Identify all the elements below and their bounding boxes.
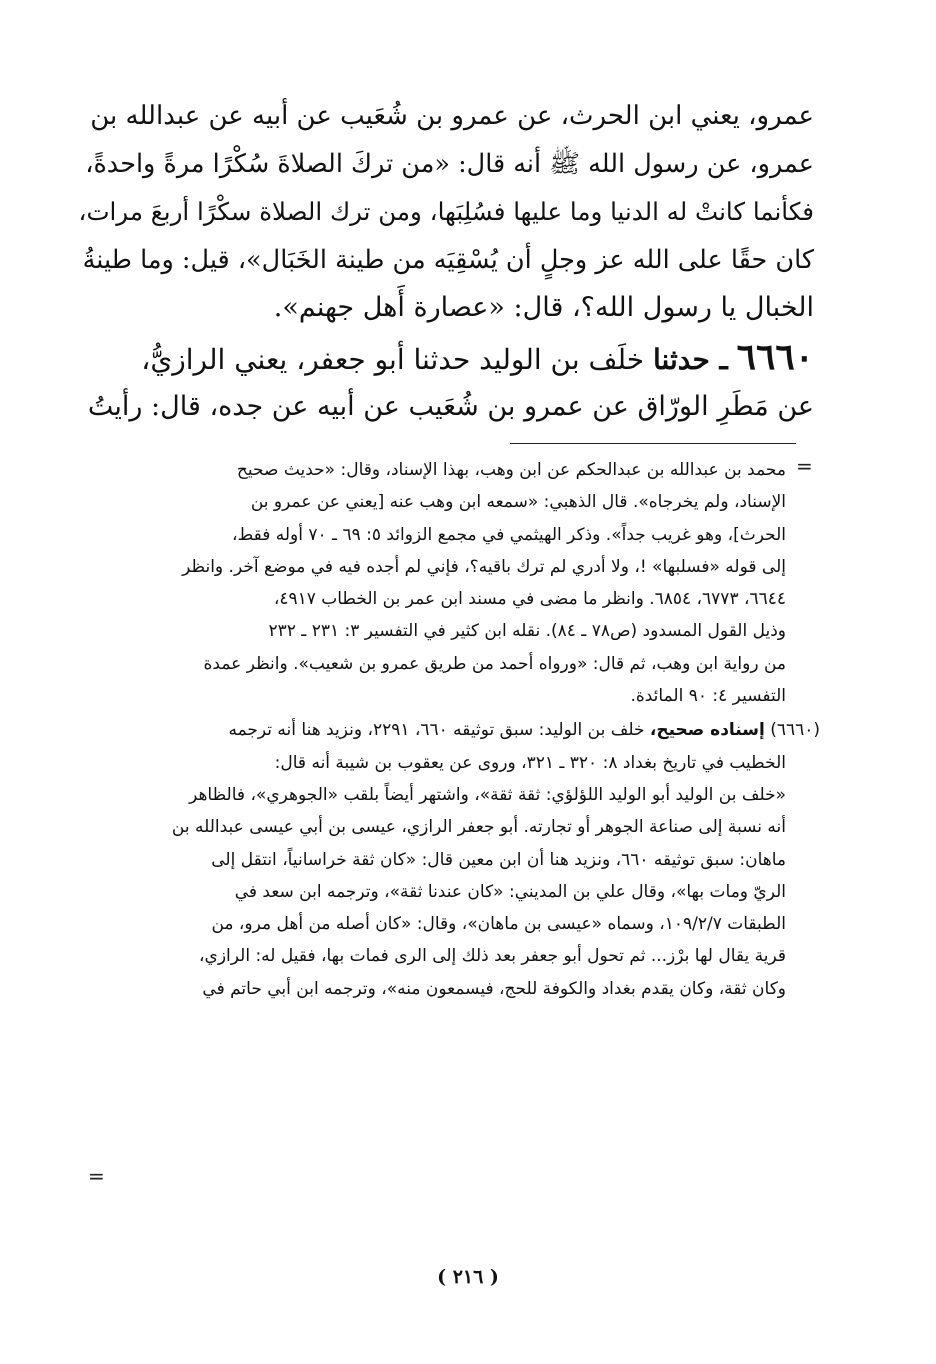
footnote-line: الطبقات ١٠٩/٢/٧، وسماه «عيسى بن ماهان»، وقال: «كان أصله من أهل مرو، من — [211, 914, 786, 935]
footnote-continued — [100, 454, 820, 712]
main-text-line: كان حقًا على الله عز وجلٍ أن يُسْقِيَه من طينة الخَبَال»، قيل: وما طينةُ — [82, 245, 814, 275]
footnote-line: وكان ثقة، وكان يقدم بغداد والكوفة للحج، فيسمعون منه»، وترجمه ابن أبي حاتم في — [202, 978, 786, 999]
continuation-mark-top: = — [796, 454, 813, 478]
footnote-line: أنه نسبة إلى صناعة الجوهر أو تجارته. أبو جعفر الرازي، عيسى بن أبي عيسى عبدالله بن — [171, 817, 786, 838]
hadith-number: ٦٦٦٠ — [736, 336, 814, 378]
main-text-line: عمرو، يعني ابن الحرث، عن عمرو بن شُعَيب عن أبيه عن عبدالله بن — [90, 101, 814, 131]
hadith-lead: ـ حدثنا — [653, 343, 728, 376]
footnote-line: إلى قوله «فسلبها» !، ولا أدري لم ترك باقيه؟، فإني لم أجده فيه في موضع آخر. وانظر — [182, 556, 786, 577]
hadith-heading-line — [78, 332, 814, 382]
continuation-mark-bottom: = — [88, 1164, 105, 1188]
footnotes — [100, 454, 820, 1005]
footnote-label: إسناده صحيح، — [649, 720, 765, 741]
footnote-6660 — [100, 714, 820, 1005]
footnote-line: ماهان: سبق توثيقه ٦٦٠، ونزيد هنا أن ابن معين قال: «كان ثقة خراسانياً، انتقل إلى — [211, 849, 786, 870]
footnote-text: خلف بن الوليد: سبق توثيقه ٦٦٠، ٢٢٩١، ونزيد هنا أنه ترجمه — [228, 720, 645, 741]
main-text-line: عمرو، عن رسول الله ﷺ أنه قال: «من تركَ الصلاةَ سُكْرًا مرةً واحدةً، — [85, 149, 814, 179]
footnote-line — [100, 714, 820, 746]
hadith-text: خلَف بن الوليد حدثنا أبو جعفر، يعني الرازيُّ، — [141, 343, 645, 376]
footnote-line: الإسناد، ولم يخرجاه». قال الذهبي: «سمعه ابن وهب عنه [يعني عن عمرو بن — [250, 492, 786, 513]
footnote-line: محمد بن عبدالله بن عبدالحكم عن ابن وهب، بهذا الإسناد، وقال: «حديث صحيح — [236, 460, 786, 480]
page-number: ( ٢١٦ ) — [437, 1266, 499, 1288]
main-text-body — [78, 92, 814, 432]
footnote-line: قرية يقال لها برْز... ثم تحول أبو جعفر بعد ذلك إلى الرى فمات بها، فقيل له: الرازي، — [199, 946, 786, 967]
footnote-separator — [510, 443, 796, 444]
footnote-line: الخطيب في تاريخ بغداد ٨: ٣٢٠ ـ ٣٢١، وروى عن يعقوب بن شيبة أنه قال: — [274, 752, 786, 773]
footnote-line: من رواية ابن وهب، ثم قال: «ورواه أحمد من طريق عمرو بن شعيب». وانظر عمدة — [203, 653, 786, 674]
main-text-line: الخبال يا رسول الله؟، قال: «عصارة أَهل جهنم». — [273, 292, 814, 323]
footnote-line: «خلف بن الوليد أبو الوليد اللؤلؤي: ثقة ثقة»، واشتهر أيضاً بلقب «الجوهري»، فالظاهر — [189, 784, 786, 805]
main-text-line: فكأنما كانتْ له الدنيا وما عليها فسُلِبَها، ومن ترك الصلاة سكْرًا أربعَ مرات، — [78, 197, 814, 226]
footnote-line: الحرث]، وهو غريب جداً». وذكر الهيثمي في مجمع الزوائد ٥: ٦٩ ـ ٧٠ أوله فقط، — [232, 524, 786, 545]
footnote-line: الريّ ومات بها»، وقال علي بن المديني: «كان عندنا ثقة»، وترجمه ابن سعد في — [234, 881, 786, 902]
footnote-line: وذيل القول المسدود (ص٧٨ ـ ٨٤). نقله ابن كثير في التفسير ٣: ٢٣١ ـ ٢٣٢ — [268, 621, 786, 642]
footnote-line: ٦٦٤٤، ٦٧٧٣، ٦٨٥٤. وانظر ما مضى في مسند ابن عمر بن الخطاب ٤٩١٧، — [273, 589, 786, 610]
hadith-text-line: عن مَطَرِ الورّاق عن عمرو بن شُعَيب عن أبيه عن جده، قال: رأيتُ — [87, 391, 814, 422]
footnote-line: التفسير ٤: ٩٠ المائدة. — [630, 686, 786, 707]
footnote-number: (٦٦٦٠) — [770, 720, 820, 741]
